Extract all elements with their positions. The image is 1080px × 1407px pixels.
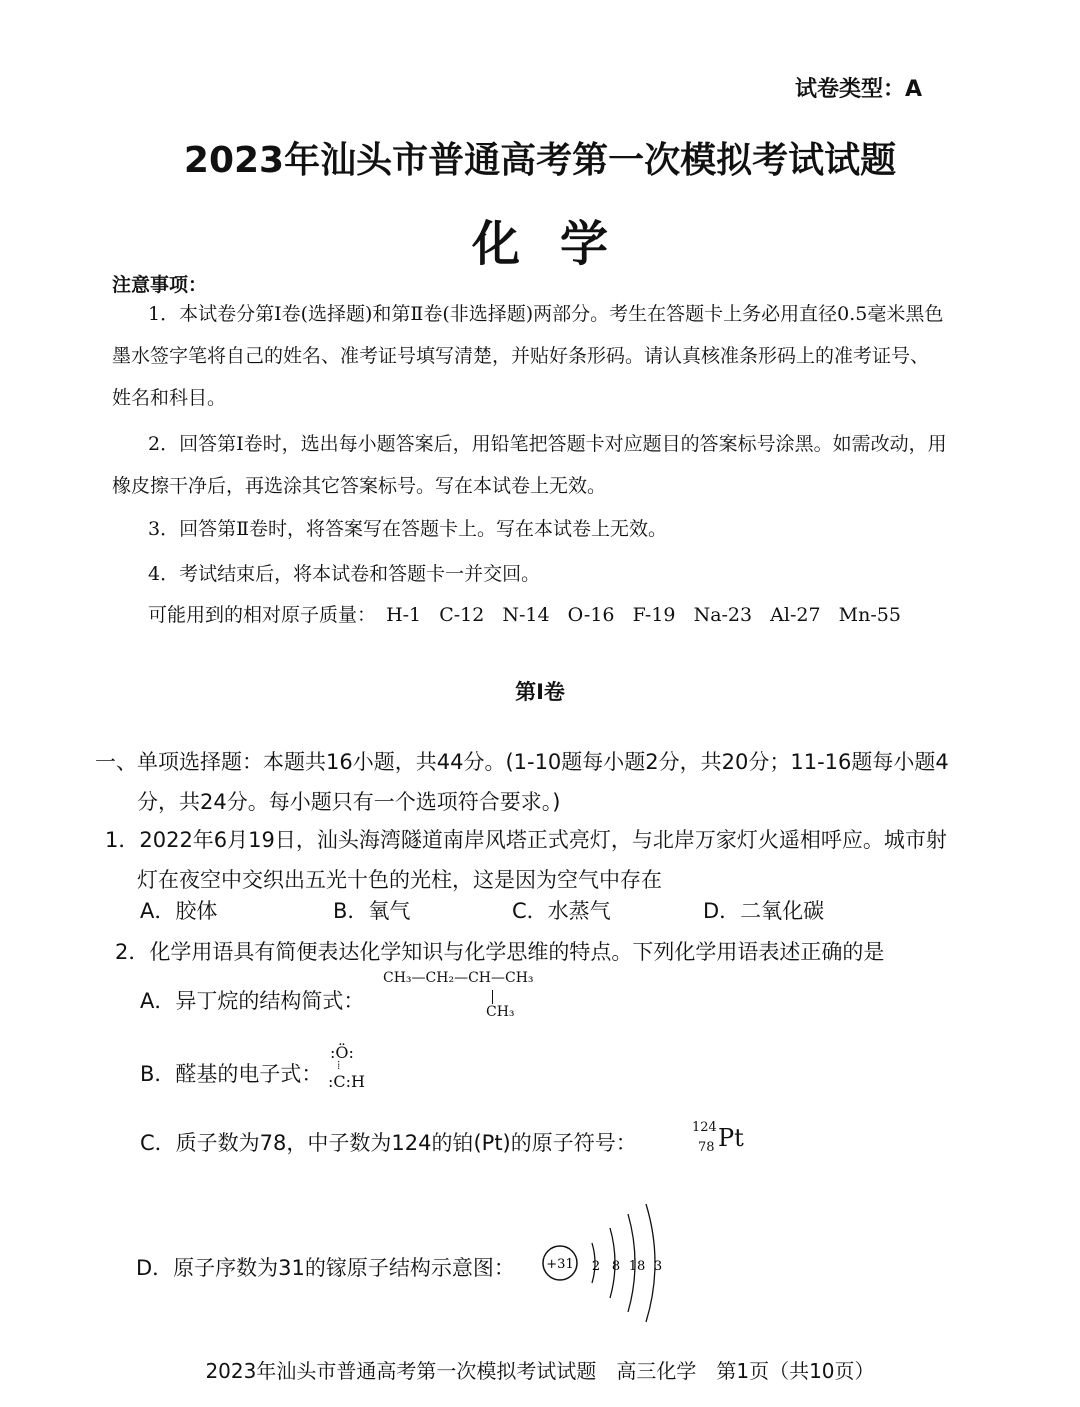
gallium-shell-3: 18 bbox=[628, 1259, 646, 1274]
page-footer: 2023年汕头市普通高考第一次模拟考试试题 高三化学 第1页（共10页） bbox=[205, 1359, 875, 1383]
aldehyde-electron-bottom: :C:H bbox=[328, 1072, 365, 1091]
gallium-atom-diagram bbox=[540, 1200, 680, 1325]
note-item-1: 1．本试卷分第Ⅰ卷(选择题)和第Ⅱ卷(非选择题)两部分。考生在答题卡上务必用直径0.5毫米黑色墨水签字笔将自己的姓名、准考证号填写清楚，并贴好条形码。请认真核准条形码上的准考证号、姓名和科目。 bbox=[112, 303, 944, 409]
atomic-mass: Mn-55 bbox=[838, 604, 901, 626]
gallium-nucleus: +31 bbox=[546, 1257, 574, 1272]
subject-title: 化学 bbox=[471, 216, 648, 272]
note-item-2: 2．回答第Ⅰ卷时，选出每小题答案后，用铅笔把答题卡对应题目的答案标号涂黑。如需改动，用橡皮擦干净后，再选涂其它答案标号。写在本试卷上无效。 bbox=[112, 433, 947, 497]
gallium-shell-2: 8 bbox=[611, 1259, 621, 1274]
question-2-option-c: C．质子数为78，中子数为124的铂(Pt)的原子符号： bbox=[140, 1131, 637, 1155]
paper-type: 试卷类型：A bbox=[795, 77, 923, 102]
section-heading: 第Ⅰ卷 bbox=[515, 680, 565, 704]
question-2-option-a: A．异丁烷的结构简式： bbox=[140, 989, 365, 1013]
atomic-mass: H-1 bbox=[386, 604, 422, 626]
gallium-shell-4: 3 bbox=[653, 1259, 663, 1274]
exam-title: 2023年汕头市普通高考第一次模拟考试试题 bbox=[183, 140, 897, 181]
platinum-symbol: Pt bbox=[718, 1124, 744, 1152]
atomic-mass: F-19 bbox=[632, 604, 676, 626]
platinum-atomic-number: 78 bbox=[698, 1140, 715, 1155]
atomic-mass: O-16 bbox=[567, 604, 615, 626]
atomic-mass: C-12 bbox=[439, 604, 485, 626]
note-item-3: 3．回答第Ⅱ卷时，将答案写在答题卡上。写在本试卷上无效。 bbox=[148, 518, 668, 540]
branch-bond bbox=[492, 990, 493, 1004]
atomic-mass: Al-27 bbox=[770, 604, 821, 626]
question-1-stem: 1．2022年6月19日，汕头海湾隧道南岸风塔正式亮灯，与北岸万家灯火遥相呼应。城市射灯在夜空中交织出五光十色的光柱，这是因为空气中存在 bbox=[105, 828, 947, 892]
atomic-label: 可能用到的相对原子质量： bbox=[148, 604, 377, 626]
question-2-option-b: B．醛基的电子式： bbox=[140, 1062, 323, 1086]
question-1-option-b: B．氧气 bbox=[333, 899, 411, 923]
question-2-option-d: D．原子序数为31的镓原子结构示意图： bbox=[136, 1256, 515, 1280]
notes-heading: 注意事项： bbox=[112, 274, 208, 296]
question-1-option-d: D．二氧化碳 bbox=[703, 899, 825, 923]
platinum-mass-number: 124 bbox=[692, 1120, 717, 1135]
question-1-option-a: A．胶体 bbox=[140, 899, 218, 923]
note-item-4: 4．考试结束后，将本试卷和答题卡一并交回。 bbox=[148, 563, 541, 585]
isobutane-formula-branch: CH₃ bbox=[486, 1004, 515, 1020]
part-title: 一、单项选择题：本题共16小题，共44分。(1-10题每小题2分，共20分；11-16题每小题4分，共24分。每小题只有一个选项符合要求。) bbox=[95, 750, 949, 814]
aldehyde-electron-top: :Ö: bbox=[330, 1043, 354, 1062]
atomic-mass: N-14 bbox=[502, 604, 550, 626]
atomic-mass: Na-23 bbox=[693, 604, 753, 626]
aldehyde-shared-pair: ⁞ bbox=[337, 1058, 342, 1072]
question-2-stem: 2．化学用语具有简便表达化学知识与化学思维的特点。下列化学用语表述正确的是 bbox=[115, 940, 885, 964]
atomic-masses bbox=[148, 600, 913, 627]
isobutane-formula-main: CH₃—CH₂—CH—CH₃ bbox=[383, 970, 534, 986]
gallium-shell-1: 2 bbox=[591, 1259, 601, 1274]
question-1-option-c: C．水蒸气 bbox=[512, 899, 611, 923]
